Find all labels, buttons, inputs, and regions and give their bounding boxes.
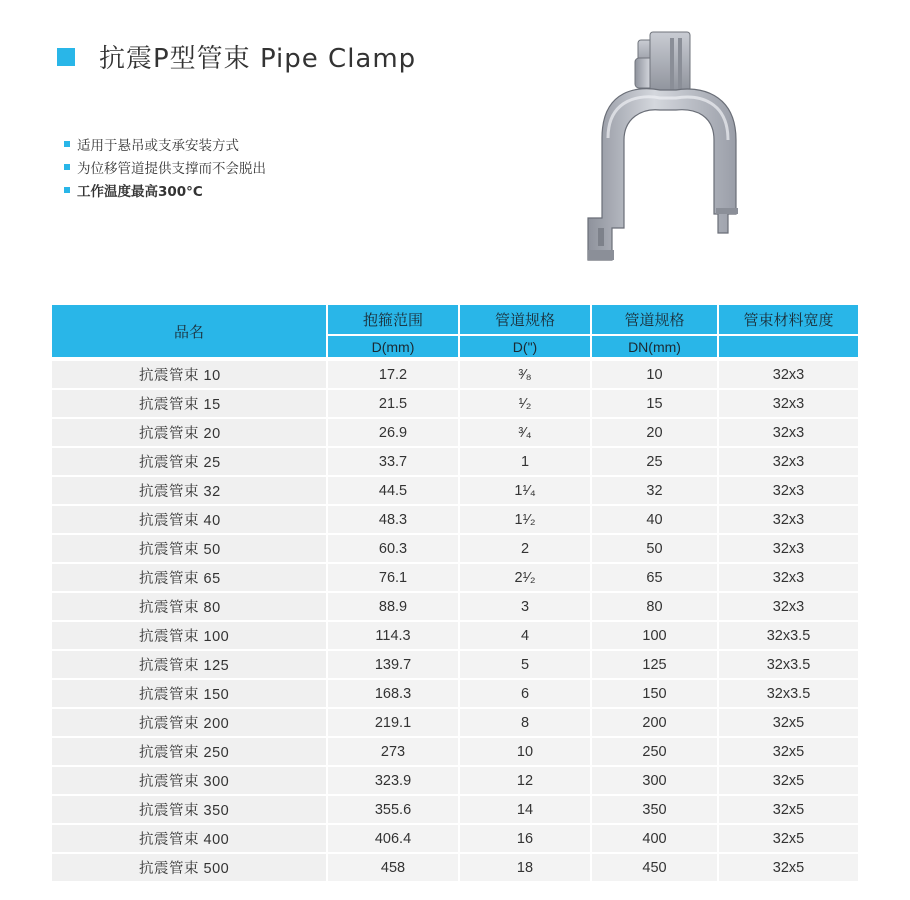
cell-material-width: 32x3 xyxy=(717,357,858,390)
cell-clamp-range: 355.6 xyxy=(326,796,458,825)
cell-pipe-size-inch: 18 xyxy=(458,854,590,883)
cell-clamp-range: 168.3 xyxy=(326,680,458,709)
cell-pipe-size-inch: 2¹⁄₂ xyxy=(458,564,590,593)
cell-material-width: 32x5 xyxy=(717,709,858,738)
cell-pipe-size-inch: 14 xyxy=(458,796,590,825)
cell-material-width: 32x5 xyxy=(717,854,858,883)
cell-material-width: 32x5 xyxy=(717,767,858,796)
page-header xyxy=(57,38,416,75)
cell-pipe-size-dn: 350 xyxy=(590,796,717,825)
table-row xyxy=(52,390,858,419)
feature-text: 适用于悬吊或支承安装方式 xyxy=(77,137,239,154)
cell-pipe-size-dn: 50 xyxy=(590,535,717,564)
cell-clamp-range: 44.5 xyxy=(326,477,458,506)
table-row xyxy=(52,593,858,622)
cell-name: 抗震管束 32 xyxy=(52,477,326,506)
pipe-clamp-illustration xyxy=(578,28,748,273)
cell-material-width: 32x5 xyxy=(717,796,858,825)
column-header-name: 品名 xyxy=(52,305,326,357)
table-row xyxy=(52,477,858,506)
cell-name: 抗震管束 250 xyxy=(52,738,326,767)
cell-clamp-range: 21.5 xyxy=(326,390,458,419)
cell-clamp-range: 26.9 xyxy=(326,419,458,448)
cell-name: 抗震管束 40 xyxy=(52,506,326,535)
cell-pipe-size-inch: 6 xyxy=(458,680,590,709)
cell-material-width: 32x3.5 xyxy=(717,622,858,651)
cell-pipe-size-inch: 1 xyxy=(458,448,590,477)
cell-pipe-size-dn: 150 xyxy=(590,680,717,709)
cell-pipe-size-dn: 450 xyxy=(590,854,717,883)
cell-pipe-size-inch: 12 xyxy=(458,767,590,796)
cell-pipe-size-dn: 300 xyxy=(590,767,717,796)
cell-clamp-range: 273 xyxy=(326,738,458,767)
cell-pipe-size-dn: 15 xyxy=(590,390,717,419)
cell-pipe-size-inch: 10 xyxy=(458,738,590,767)
cell-name: 抗震管束 65 xyxy=(52,564,326,593)
cell-clamp-range: 33.7 xyxy=(326,448,458,477)
cell-material-width: 32x3 xyxy=(717,477,858,506)
cell-pipe-size-inch: 3 xyxy=(458,593,590,622)
cell-material-width: 32x3 xyxy=(717,419,858,448)
cell-pipe-size-dn: 250 xyxy=(590,738,717,767)
table-row xyxy=(52,357,858,390)
table-row xyxy=(52,506,858,535)
unit-header: DN(mm) xyxy=(590,336,717,357)
cell-pipe-size-inch: 5 xyxy=(458,651,590,680)
spec-table xyxy=(52,305,858,883)
feature-item xyxy=(64,155,266,178)
cell-pipe-size-inch: 1¹⁄₄ xyxy=(458,477,590,506)
table-row xyxy=(52,419,858,448)
cell-pipe-size-inch: ¹⁄₂ xyxy=(458,390,590,419)
cell-pipe-size-inch: 16 xyxy=(458,825,590,854)
cell-pipe-size-dn: 40 xyxy=(590,506,717,535)
table-row xyxy=(52,535,858,564)
cell-name: 抗震管束 100 xyxy=(52,622,326,651)
cell-name: 抗震管束 125 xyxy=(52,651,326,680)
cell-name: 抗震管束 350 xyxy=(52,796,326,825)
cell-clamp-range: 88.9 xyxy=(326,593,458,622)
feature-text: 工作温度最高300°C xyxy=(77,183,203,200)
unit-header: D(mm) xyxy=(326,336,458,357)
cell-clamp-range: 406.4 xyxy=(326,825,458,854)
cell-clamp-range: 48.3 xyxy=(326,506,458,535)
cell-material-width: 32x3 xyxy=(717,390,858,419)
cell-material-width: 32x3.5 xyxy=(717,680,858,709)
cell-material-width: 32x3 xyxy=(717,593,858,622)
cell-material-width: 32x3 xyxy=(717,506,858,535)
cell-pipe-size-dn: 100 xyxy=(590,622,717,651)
table-row xyxy=(52,680,858,709)
cell-name: 抗震管束 20 xyxy=(52,419,326,448)
cell-name: 抗震管束 400 xyxy=(52,825,326,854)
cell-pipe-size-dn: 80 xyxy=(590,593,717,622)
cell-pipe-size-dn: 65 xyxy=(590,564,717,593)
cell-material-width: 32x5 xyxy=(717,738,858,767)
unit-header: D(") xyxy=(458,336,590,357)
table-row xyxy=(52,448,858,477)
cell-pipe-size-dn: 32 xyxy=(590,477,717,506)
cell-name: 抗震管束 10 xyxy=(52,357,326,390)
table-row xyxy=(52,564,858,593)
table-row xyxy=(52,854,858,883)
square-bullet-icon xyxy=(57,48,75,66)
cell-material-width: 32x3.5 xyxy=(717,651,858,680)
cell-name: 抗震管束 50 xyxy=(52,535,326,564)
cell-pipe-size-inch: 2 xyxy=(458,535,590,564)
cell-clamp-range: 17.2 xyxy=(326,357,458,390)
table-row xyxy=(52,825,858,854)
column-header-pipe-size-dn: 管道规格 xyxy=(590,305,717,336)
cell-name: 抗震管束 500 xyxy=(52,854,326,883)
column-header-material-width: 管束材料宽度 xyxy=(717,305,858,336)
table-row xyxy=(52,796,858,825)
table-header-row xyxy=(52,305,858,336)
feature-text: 为位移管道提供支撑而不会脱出 xyxy=(77,160,266,177)
cell-clamp-range: 76.1 xyxy=(326,564,458,593)
cell-clamp-range: 114.3 xyxy=(326,622,458,651)
table-row xyxy=(52,767,858,796)
cell-pipe-size-dn: 25 xyxy=(590,448,717,477)
column-header-pipe-size-inch: 管道规格 xyxy=(458,305,590,336)
cell-pipe-size-dn: 20 xyxy=(590,419,717,448)
cell-name: 抗震管束 15 xyxy=(52,390,326,419)
cell-pipe-size-inch: ³⁄₄ xyxy=(458,419,590,448)
cell-material-width: 32x3 xyxy=(717,564,858,593)
cell-name: 抗震管束 25 xyxy=(52,448,326,477)
column-header-clamp-range: 抱箍范围 xyxy=(326,305,458,336)
cell-pipe-size-dn: 125 xyxy=(590,651,717,680)
table-row xyxy=(52,709,858,738)
cell-name: 抗震管束 200 xyxy=(52,709,326,738)
table-row xyxy=(52,622,858,651)
square-bullet-icon xyxy=(64,141,70,147)
page-title: 抗震P型管束 Pipe Clamp xyxy=(99,44,417,74)
table-row xyxy=(52,651,858,680)
cell-clamp-range: 323.9 xyxy=(326,767,458,796)
feature-list xyxy=(64,132,266,201)
feature-item xyxy=(64,178,266,201)
square-bullet-icon xyxy=(64,187,70,193)
unit-header xyxy=(717,336,858,357)
cell-clamp-range: 219.1 xyxy=(326,709,458,738)
cell-name: 抗震管束 80 xyxy=(52,593,326,622)
feature-item xyxy=(64,132,266,155)
cell-clamp-range: 458 xyxy=(326,854,458,883)
cell-material-width: 32x5 xyxy=(717,825,858,854)
cell-pipe-size-dn: 10 xyxy=(590,357,717,390)
square-bullet-icon xyxy=(64,164,70,170)
cell-clamp-range: 139.7 xyxy=(326,651,458,680)
cell-pipe-size-dn: 400 xyxy=(590,825,717,854)
cell-material-width: 32x3 xyxy=(717,535,858,564)
cell-clamp-range: 60.3 xyxy=(326,535,458,564)
cell-material-width: 32x3 xyxy=(717,448,858,477)
cell-pipe-size-dn: 200 xyxy=(590,709,717,738)
cell-pipe-size-inch: 8 xyxy=(458,709,590,738)
table-row xyxy=(52,738,858,767)
cell-pipe-size-inch: 1¹⁄₂ xyxy=(458,506,590,535)
cell-name: 抗震管束 300 xyxy=(52,767,326,796)
cell-pipe-size-inch: 4 xyxy=(458,622,590,651)
cell-pipe-size-inch: ³⁄₈ xyxy=(458,357,590,390)
cell-name: 抗震管束 150 xyxy=(52,680,326,709)
